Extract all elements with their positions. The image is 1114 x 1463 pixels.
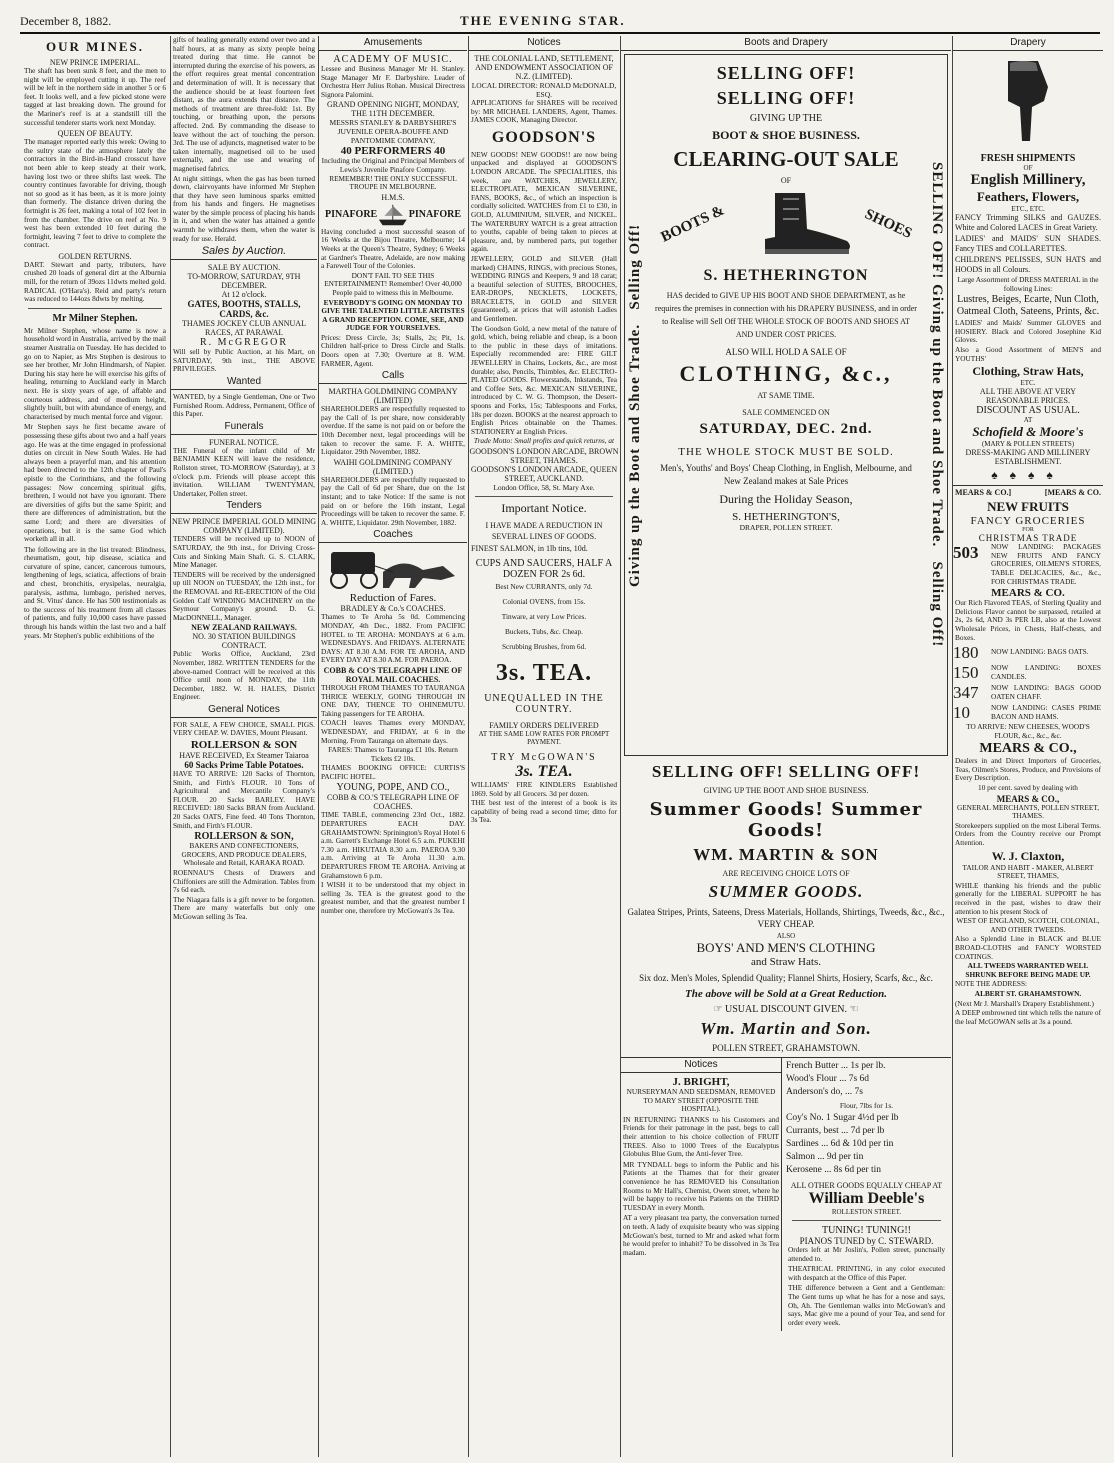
ladies-gloves: LADIES' and Maids' Summer GLOVES and HOSIERY. Black and Colored Josephine Kid Gloves. — [955, 318, 1101, 345]
tea-3s: 3s. TEA. — [515, 762, 573, 780]
rolleston-street: ROLLESTON STREET. — [831, 1208, 902, 1216]
funerals-heading: Funerals — [171, 420, 317, 435]
dealers-text: Dealers in and Direct Importers of Groceries, Teas, Oilmen's Stores, Produce, and Provisions of Every Description. — [955, 756, 1101, 783]
sub-prince-imperial: NEW PRINCE IMPERIAL. — [49, 58, 141, 67]
clearing-out-sale: CLEARING-OUT SALE — [673, 147, 899, 171]
mens-clothing: Men's, Youths' and Boys' Cheap Clothing, in English, Melbourne, and New Zealand makes at Sale Prices — [660, 463, 912, 486]
saved-text: 10 per cent. saved by dealing with — [978, 783, 1078, 793]
pinafore-left: PINAFORE — [325, 209, 378, 221]
lustres: Lustres, Beiges, Ecarte, Nun Cloth, Oatmeal Cloth, Sateens, Prints, &c. — [956, 294, 1100, 318]
dont-fail-text: DON'T FAIL TO SEE THIS ENTERTAINMENT! Remember! Over 40,000 People paid to witness this in Melbourne. — [324, 270, 462, 297]
new-fruits: NEW FRUITS — [987, 499, 1069, 515]
hat-icon: ♠ — [1028, 468, 1047, 483]
rollerson-received: HAVE RECEIVED, Ex Steamer Taiaroa — [179, 751, 309, 761]
albert-street: ALBERT ST. GRAHAMSTOWN. — [974, 988, 1082, 998]
waihi-title: WAIHI GOLDMINING COMPANY (LIMITED.) — [333, 457, 453, 476]
academy-title: ACADEMY OF MUSIC. — [333, 54, 453, 65]
wanted-heading: Wanted — [171, 375, 317, 390]
discount-usual: DISCOUNT AS USUAL. — [976, 405, 1080, 417]
divider — [475, 496, 613, 497]
dress-material: Large Assortment of DRESS MATERIAL in the following Lines: — [957, 275, 1099, 293]
book-test: THE best test of the interest of a book is its capability of being read a second time; ditto for 3s Tea. — [471, 798, 617, 825]
mears-header — [953, 485, 1103, 499]
auction-venue: THAMES JOCKEY CLUB ANNUAL RACES, AT PARAWAI. — [182, 319, 306, 338]
company-name: MESSRS STANLEY & DARBYSHIRE'S JUVENILE OPERA-BOUFFE AND PANTOMIME COMPANY, — [329, 118, 457, 146]
cobb-text: THROUGH FROM THAMES TO TAURANGA THRICE WEEKLY, GOING THROUGH IN ONE DAY, THENCE TO OHINEMUTU. Taking passengers for TE AROHA. — [321, 682, 465, 718]
rollerson-text: HAVE TO ARRIVE: 120 Sacks of Thornton, Smith, and Firth's FLOUR. 10 Tons of Agricultural and Mercantile Company's FLOUR. 20 Sacks BARLEY. HAVE RECEIVED: 180 Sacks BRAN from Auckland. 20 Sacks OATS, Fine feed. 40 Tons Thornton, Smith, and Firth's FLOUR. — [173, 769, 315, 830]
ship-icon — [377, 202, 409, 228]
season-text: Having concluded a most successful season of 16 Weeks at the Bijou Theatre, Melbourne; 14 Weeks at the Queen's Theatre, Sydney; 6 Weeks at Gardner's Theatre, Adelaide, are now making a Farewell Tour of the Colonies. — [321, 226, 465, 271]
bright-name: J. BRIGHT, — [672, 1076, 730, 1088]
lower-row — [621, 1057, 951, 1331]
hetherington-ad — [624, 54, 948, 756]
column-mines — [22, 36, 168, 1457]
railways-text: Public Works Office, Auckland, 23rd November, 1882. WRITTEN TENDERS for the above-named Contract will be received at this Office until noon of MONDAY, the 11th December, 1882. W. H. HALES, District Engineer. — [173, 649, 315, 702]
pointing-hand-icon — [978, 57, 1078, 147]
price-row: Wood's Flour ... 7s 6d — [786, 1074, 870, 1084]
performers-text: Including the Original and Principal Members of Lewis's Juvenile Pinafore Company. REMEMBER! THE ONLY SUCCESSFUL TROUPE IN MELBOURNE. — [321, 156, 465, 192]
theatrical-printing: THEATRICAL PRINTING, in any color executed with despatch at the Office of this Paper. — [788, 1264, 945, 1282]
feathers-flowers: Feathers, Flowers, — [976, 189, 1080, 204]
london-office: London Office, 58, St. Mary Axe. — [493, 482, 595, 492]
for-sale-text: FOR SALE, A FEW CHOICE, SMALL PIGS. VERY CHEAP. W. DAVIES, Mount Pleasant. — [173, 719, 315, 738]
teas-text: Our Rich Flavored TEAS, of Sterling Quality and Delicious Flavor cannot be surpassed, retailed at 2s, 2s 6d, AND 3s PER LB, also at the Lowest Wholesale Prices, in Chests, Half-chests, and Boxes. — [955, 598, 1101, 642]
deeble-name: William Deeble's — [808, 1190, 925, 1207]
boot-shoe-business: BOOT & SHOE BUSINESS. — [712, 128, 860, 142]
reduction-text: I HAVE MADE A REDUCTION IN SEVERAL LINES OF GOODS. — [485, 520, 603, 541]
qty-150: 150 — [953, 663, 979, 683]
tea-notice: I WISH it to be understood that my object in selling 3s. TEA is the greatest good to the greatest number, and that the greatest number I number one, therefore try McGowan's 3s Tea. — [321, 880, 465, 915]
article-text: Mr Milner Stephen, whose name is now a household word in Australia, arrived by the mail steamer Australia on Tuesday. He has decided to go on to Napier, as Mrs Stephen is desirous to see her brother, Mr John Hindmarsh, of Napier. During his stay here he will exercise his gifts of healing, returning to Auckland early in March next. He is sixty years of age, of affable and courteous address, and of medium height, slightly built, but with abundance of energy, and characterised by much mental force and vigour. — [24, 325, 166, 421]
hetherington-name: S. HETHERINGTON — [703, 267, 869, 284]
auction-date: TO-MORROW, SATURDAY, 9TH DECEMBER. — [187, 272, 301, 291]
martin-address: POLLEN STREET, GRAHAMSTOWN. — [712, 1043, 860, 1053]
price-row: Currants, best ... 7d per lb — [786, 1126, 885, 1136]
mens-youths: Also a Good Assortment of MEN'S and YOUTHS' — [955, 344, 1101, 363]
cobb-coaches-title: COBB & CO.'S TELEGRAPH LINE OF COACHES. — [327, 793, 459, 812]
auction-text: Will sell by Public Auction, at his Mart, on SATURDAY, 9th inst., THE ABOVE PRIVILEGES. — [173, 347, 315, 374]
receiving-lots: ARE RECEIVING CHOICE LOTS OF — [722, 869, 850, 878]
auction-items: GATES, BOOTHS, STALLS, CARDS, &c. — [187, 299, 301, 320]
young-pope: YOUNG, POPE, AND CO., — [336, 782, 450, 794]
claxton-name: W. J. Claxton, — [991, 848, 1065, 863]
try-mcgowans: TRY McGOWAN'S — [491, 751, 597, 763]
general-notices-heading: General Notices — [171, 703, 317, 718]
fancy-silks: FANCY Trimming SILKS and GAUZES. White and Colored LACES in Great Variety. — [955, 213, 1101, 232]
prices-text: Prices: Dress Circle, 3s; Stalls, 2s; Pit, 1s. Children half-price to Dress Circle and Stalls. Doors open at 7.30; Overture at 8. W.M. FARMER, Agent. — [321, 332, 465, 368]
column-notices — [468, 36, 619, 1457]
mears-name-2: MEARS & CO., — [979, 741, 1077, 757]
opening-night: GRAND OPENING NIGHT, MONDAY, THE 11TH DECEMBER. — [326, 100, 460, 119]
tyndall-text: MR TYNDALL begs to inform the Public and his Patients at the Thames that for their greater convenience he has REMOVED his Consultation Rooms to Mr Hall's, Chemist, Owen street, where he will be happy to receive his Patients on the THIRD TUESDAY in every Month. — [623, 1159, 779, 1212]
article-text: The manager reported early this week: Owing to the sultry state of the atmosphere lately the contractors in the Bird-in-Hand crosscut have not been able to keep steady at their work, having lost two or three shifts last week. The country continues favorable for driving, though not so good as it has been, as it is more jointy than formerly. The distance driven during the fortnight is 26 feet, making a total of 102 feet in from the chamber. The drive on reef at No. 9 west has been extended 10 feet during the fortnight, leaving 7 feet to drive to complete the contract. — [24, 137, 166, 250]
broadcloth-text: Also a Splendid Line in BLACK and BLUE BROAD-CLOTHS and FANCY WORSTED COATINGS. — [955, 934, 1101, 961]
landing-10 — [953, 703, 1103, 723]
issue-date: December 8, 1882. — [20, 14, 112, 28]
ovens-text: Colonial OVENS, from 15s. — [502, 596, 586, 606]
column-auctions — [170, 36, 317, 1457]
funeral-title: FUNERAL NOTICE. — [209, 437, 279, 447]
arcade-thames: GOODSON'S LONDON ARCADE, BROWN STREET, THAMES. — [469, 446, 619, 465]
landing-text: NOW LANDING: CASES PRIME BACON AND HAMS. — [991, 703, 1101, 721]
rollerson-potatoes: 60 Sacks Prime Table Potatoes. — [184, 760, 304, 771]
selling-off-2: SELLING OFF! — [716, 88, 856, 108]
mears-right: [MEARS & CO. — [1044, 488, 1101, 498]
tender-text: TENDERS will be received by the undersigned up till NOON on TUESDAY, the 12th inst., for the REMOVAL and RE-ERECTION of the Old Golden Calf WINDING MACHINERY on the Seymour Company's ground. D. G. MacDONNELL, Manager. — [173, 569, 315, 622]
boot-icon — [735, 189, 855, 259]
bradley-coaches: BRADLEY & Co.'s COACHES. — [340, 604, 446, 614]
sun-shades: LADIES' and MAIDS' SUN SHADES. Fancy TIES and COLLARETTES. — [955, 234, 1101, 253]
martin-signature: Wm. Martin and Son. — [700, 1019, 872, 1038]
goodsons-text: JEWELLERY, GOLD and SILVER (Hall marked) CHAINS, RINGS, with precious Stones, WEDDING RINGS and Keepers, 9 and 18 carat; a beautiful selection of SUITES, BROOCHES, EAR-DROPS, NECKLETS, LOCKETS, BRACELETS, in GOLD and SILVER (guaranteed), at prices that will astonish Ladies and Gentlemen. — [471, 253, 617, 324]
martin-selling-off: SELLING OFF! SELLING OFF! — [651, 762, 921, 781]
fresh-shipments: FRESH SHIPMENTS — [980, 153, 1076, 164]
hms-label: H.M.S. — [381, 192, 405, 202]
deeble-ad — [782, 1058, 951, 1331]
hat-icon: ♠ — [991, 468, 1010, 483]
at-label: AT — [1023, 416, 1033, 425]
goodsons-text: The Goodson Gold, a new metal of the nature of gold, which, being reliable and cheap, is a boon to the public in these days of imitations. Especially recommended are: FIRE GILT JEWELLERY in Chains, Lockets, &c., are most durable; also, Pencils, Thimbles, &c. ELECTRO-PLATED GOODS. Flowerstands, Inkstands, Tea and Coffee Sets, &c. MEXICAN SILVERINE, introduced by C. W. G. Thompson, the Desert-spoons and Forks, 15s; Tablespoons and Forks, 18s per dozen. BOOKS at the nearest approach to English Prices obtainable on the Thames. STATIONERY at English Prices. — [471, 323, 617, 436]
drapery-heading: Drapery — [953, 36, 1103, 51]
storekeepers-text: Storekeepers supplied on the most Liberal Terms. Orders from the Country receive our Prompt Attention. — [955, 820, 1101, 848]
pollen-street: DRAPER, POLLEN STREET. — [739, 523, 833, 532]
article-text: Mr Stephen says he first became aware of possessing these gifts about two and a half years ago. He was at the time engaged in professional duties on circuit in New South Wales. He had always been a prayerful man, and his attention had been directed to the 12th chapter of Paul's epistle to the Corinthians, and the following passages: Now concerning spiritual gifts, brethren, I would not have you ignorant. There are diversities of gifts but the same Spirit; and there are differences of administration, but the same Lord; and there are diversities of operations, but it is the same God which worketh all in all. — [24, 422, 166, 544]
english-millinery: English Millinery, — [970, 172, 1086, 188]
funeral-text: THE Funeral of the infant child of Mr BENJAMIN KEEN will leave the residence, Rollston street, TO-MORROW (Saturday), at 3 o'clock p.m. Friends will please accept this invitation. WILLIAM TWENTYMAN, Undertaker, Pollen street. — [173, 445, 315, 498]
divider — [28, 308, 162, 309]
important-notice: Important Notice. — [501, 500, 587, 515]
local-director: LOCAL DIRECTOR: RONALD McDONALD, ESQ. — [471, 81, 617, 99]
same-rates: AT THE SAME LOW RATES FOR PROMPT PAYMENT. — [478, 729, 610, 746]
article-text: DART. Stewart and party, tributers, have crushed 20 loads of general dirt at the Alburnia mill, for the return of 39ozs 11dwts melted gold. RADICAL (O'Hara's). Reid and party's return was reduced to 144ozs 8dwts by melting. — [24, 259, 166, 304]
tweeds-text: WEST OF ENGLAND, SCOTCH, COLONIAL, AND OTHER TWEEDS. — [956, 916, 1100, 934]
price-list — [786, 1060, 947, 1177]
boots-heading: Boots and Drapery — [621, 36, 951, 51]
performers-count: 40 PERFORMERS 40 — [340, 145, 446, 158]
vertical-right: SELLING OFF! Giving up the Boot and Shoe Trade. Selling Off! — [929, 162, 945, 648]
landing-text: NOW LANDING: BAGS OATS. — [991, 647, 1089, 657]
landing-347 — [953, 683, 1103, 703]
christmas-trade: CHRISTMAS TRADE — [978, 533, 1078, 544]
notices-heading: Notices — [469, 36, 619, 51]
sub-queen-beauty: QUEEN OF BEAUTY. — [57, 129, 133, 139]
hat-icon: ♠ — [1009, 468, 1028, 483]
rollerson-name-2: ROLLERSON & SON, — [194, 831, 294, 843]
rollerson-trade: BAKERS AND CONFECTIONERS, GROCERS, AND PRODUCE DEALERS, Wholesale and Retail, KARAKA ROAD. — [181, 841, 307, 868]
article-text: gifts of healing generally extend over two and a half hours, at as many as sixty people being treated during that time. He cannot be interrupted during the exercise of his powers, as the effort requires great mental concentration and determination of will. It is necessary that the audience should be at least fourteen feet distant, as the aura extends that distance. The methods of treatment are three-fold: 1st. By touching, or breathing upon, the persons affected. 2nd. By commanding the disease to leave without the act of touching the person. 3rd. The use of adjuncts, magnetised water to be taken internally, magnetised oil to be used externally, and the use and wearing of magnetised fabrics. — [173, 36, 315, 173]
pinafore-right: PINAFORE — [408, 209, 461, 221]
also-label: ALSO — [776, 932, 796, 940]
fares-text: FARES: Thames to Tauranga £1 10s. Return Tickets £2 10s. — [328, 745, 458, 763]
article-text: At night sittings, when the gas has been turned down, clairvoyants have informed Mr Stephen that they have seen luminous sparks emitted from his hands and fingers. He magnetises water by the simple process of placing his hands in it, and when the water has attained a gentle warmth he withdraws them, when the water is ready for use. Herald. — [173, 173, 315, 243]
boots-shoes-banner — [653, 185, 919, 263]
tea-headline: 3s. TEA. — [495, 659, 593, 686]
warranted-text: ALL TWEEDS WARRANTED WELL SHRUNK BEFORE BEING MADE UP. — [965, 961, 1091, 979]
mines-heading: OUR MINES. — [45, 39, 144, 54]
qty-503: 503 — [953, 543, 979, 563]
streets-label: (MARY & POLLEN STREETS) — [981, 440, 1075, 449]
hetherington-text: HAS decided to GIVE UP HIS BOOT AND SHOE DEPARTMENT, as he requires the premises in connection with his DRAPERY BUSINESS, and in order to Realise will Sell Off THE WHOLE STOCK OF BOOTS AND SHOES AT AND UNDER COST PRICES. — [655, 291, 917, 339]
claxton-text: WHILE thanking his friends and the public generally for the LIBERAL SUPPORT he has received in the past, wishes to draw their attention to his present Stock of — [955, 880, 1101, 916]
giving-up: GIVING UP THE — [749, 113, 823, 124]
of-label: OF — [780, 176, 792, 185]
colonial-land-title: THE COLONIAL LAND, SETTLEMENT, AND ENDOWMENT ASSOCIATION OF N.Z. (LIMITED). — [474, 54, 614, 81]
goodsons-title: GOODSON'S — [491, 128, 597, 146]
price-row: Flour, 7lbs for 1s. — [839, 1101, 894, 1110]
mears-name: MEARS & CO. — [991, 587, 1065, 600]
bright-notices — [621, 1058, 782, 1331]
etc-label-2: ETC. — [1020, 379, 1036, 388]
landing-text: NOW LANDING: BAGS GOOD OATEN CHAFF. — [991, 683, 1101, 701]
calls-heading: Calls — [319, 369, 467, 384]
article-text: The following are in the list treated: Blindness, rheumatism, gout, hip disease, sciatica and curvature of spine, cancer, cancerous tumours, lengthening of legs, sciatica, affections of brain and chest, bronchitis, erysipelas, neuralgia, paralysis, asthma, lumbago, perished nerves, and St. Vitus' dance. He has 500 testimonials as to the success of his treatment from all classes of patients, and fully 10,000 cases have passed through his hands within the last two and a half years. Mr Stephen's public exhibitions of the — [24, 544, 166, 640]
to-arrive: TO ARRIVE: NEW CHEESES, WOOD'S FLOUR, &c., &c., &c. — [966, 722, 1090, 740]
great-reduction: The above will be Sold at a Great Reduction. — [685, 988, 887, 1000]
pointing-hand-icon: ☜ — [849, 1004, 859, 1015]
martha-title: MARTHA GOLDMINING COMPANY (LIMITED) — [328, 387, 458, 406]
railways-title: NEW ZEALAND RAILWAYS. — [191, 623, 297, 633]
tuning-title: TUNING! TUNING!! — [822, 1225, 911, 1236]
paper-title: THE EVENING STAR. — [460, 13, 626, 28]
clothing-label: CLOTHING, &c., — [679, 361, 893, 386]
column-drapery — [952, 36, 1103, 1457]
buckets-text: Buckets, Tubs, &c. Cheap. — [504, 626, 584, 636]
cups-saucers: CUPS AND SAUCERS, HALF A DOZEN FOR 2s 6d. — [475, 557, 613, 580]
reasonable-prices: ALL THE ABOVE AT VERY REASONABLE PRICES. — [979, 387, 1077, 406]
same-time: AT SAME TIME. — [757, 391, 815, 400]
roennau-text: ROENNAU'S Chests of Drawers and Chiffoniers are still the Admiration. Tables from 7s 6d each. — [173, 868, 315, 895]
waihi-text: SHAREHOLDERS are respectfully requested to pay the Call of 6d per Share, due on the 1st instant; and to take Notice: If the same is not paid on or before the 16th instant, Legal Proceedings will be taken to recover the same. F. A. WHITE, Liquidator. 29th November, 1882. — [321, 474, 465, 527]
mears-name-3: MEARS & CO., — [996, 793, 1060, 804]
auction-time: At 12 o'clock. — [221, 290, 267, 300]
price-row: Sardines ... 6d & 10d per tin — [786, 1139, 894, 1149]
equally-cheap: ALL OTHER GOODS EQUALLY CHEAP AT — [790, 1181, 943, 1190]
landing-180 — [953, 643, 1103, 663]
of-label: OF — [1023, 164, 1033, 172]
column-boots-drapery — [620, 36, 951, 1457]
academy-staff: Lessee and Business Manager Mr H. Stanley. Stage Manager Mr F. Darbyshire. Leader of Orchestra Herr Julius Rohan. Musical Directress Signora Palomini. — [321, 64, 465, 99]
boots-label: BOOTS & — [658, 201, 727, 246]
vertical-left: Giving up the Boot and Shoe Trade. Selling Off! — [627, 223, 643, 587]
clothing-straw-hats: Clothing, Straw Hats, — [972, 364, 1084, 379]
landing-503 — [953, 543, 1103, 587]
embrowned-text: A DEEP embrowned tint which tells the nature of the leaf McGOWAN sells at 3s a pound. — [955, 1008, 1101, 1026]
holiday-season: During the Holiday Season, — [719, 492, 853, 506]
for-label: FOR — [1022, 527, 1034, 534]
whole-stock: THE WHOLE STOCK MUST BE SOLD. — [678, 446, 894, 458]
coaches-heading: Coaches — [319, 528, 467, 543]
auction-title: SALE BY AUCTION. — [207, 263, 281, 273]
note-address: NOTE THE ADDRESS: — [955, 979, 1028, 989]
price-row: Coy's No. 1 Sugar 4½d per lb — [786, 1113, 899, 1123]
landing-text: NOW LANDING: PACKAGES NEW FRUITS AND FANCY GROCERIES, OILMEN'S STORES, TABLE DELICACIES, &c., &c., FOR CHRISTMAS TRADE. — [991, 542, 1101, 586]
straw-hats: and Straw Hats. — [751, 956, 821, 968]
notices-subheading: Notices — [621, 1058, 781, 1073]
pinafore-banner — [319, 202, 467, 228]
booking-office: THAMES BOOKING OFFICE: CURTIS'S PACIFIC HOTEL. — [321, 763, 465, 781]
qty-10: 10 — [953, 703, 970, 723]
boys-mens-clothing: BOYS' AND MEN'S CLOTHING — [696, 940, 876, 955]
martha-text: SHAREHOLDERS are respectfully requested to pay the Call of 1s per share, now considerably overdue. If the same is not paid on or before the 10th December next, legal proceedings will be taken to recover the same. F. A. WHITE, Liquidator. 29th November, 1882. — [321, 404, 465, 457]
amusements-heading: Amusements — [319, 36, 467, 51]
coach-icon — [323, 546, 463, 592]
landing-text: NOW LANDING: BOXES CANDLES. — [991, 663, 1101, 681]
summer-goods: Summer Goods! Summer Goods! — [649, 799, 923, 841]
sales-heading: Sales by Auction. — [171, 244, 317, 260]
usual-discount: ☞ USUAL DISCOUNT GIVEN. ☜ — [713, 1004, 859, 1015]
mears-left: MEARS & CO.] — [955, 488, 1012, 498]
summer-goods-2: SUMMER GOODS. — [708, 882, 864, 901]
price-row: Kerosene ... 8s 6d per tin — [786, 1165, 881, 1175]
moles-text: Six doz. Men's Moles, Splendid Quality; Flannel Shirts, Hosiery, Scarfs, &c., &c. — [639, 973, 933, 983]
bradley-text: Thames to Te Aroha 5s 0d. Commencing MONDAY, 4th Dec., 1882. From PACIFIC HOTEL to TE AROHA: MONDAYS at 6 a.m. WEDNESDAYS. And FRIDAYS. ALTERNATE DAYS: AT 8.30 A.M. FOR TE AROHA, AND EVERY DAY AT 8.30 A.M. FOR PAEROA. — [321, 612, 465, 665]
childrens-pelisses: CHILDREN'S PELISSES, SUN HATS and HOODS in all Colours. — [955, 255, 1101, 274]
goodsons-text: NEW GOODS! NEW GOODS!! are now being unpacked and displayed at GOODSON'S LONDON ARCADE. The SPECIALITIES, this week, are WATCHES, JEWELLERY, ELECTROPLATE, MEXICAN SILVERINE, FANS, BOOKS, &c., of which an inspection is cordially solicited. WATCHES from £1 to £30, in GOLD, ALUMINIUM, SILVER, and NICKEL. The WATERBURY WATCH is a great attraction to youths, capable of being taken to pieces at pleasure, and, by numbered parts, put together again. — [471, 149, 617, 254]
etc-label: ETC., ETC. — [1011, 205, 1045, 213]
hetherington-body — [653, 59, 919, 532]
also-sale: ALSO WILL HOLD A SALE OF — [725, 347, 847, 357]
bright-text: IN RETURNING THANKS to his Customers and Friends for their patronage in the past, begs to call their attention to his choice collection of FRUIT TREES. Also to 1000 Trees of the Eucalyptus Globulus Blue Gum, the Anti-fever Tree. — [623, 1114, 779, 1159]
rollerson-name: ROLLERSON & SON — [190, 739, 298, 752]
timetable-text: TIME TABLE, commencing 23rd Oct., 1882. DEPARTURES EACH DAY. GRAHAMSTOWN: Sprinington's Royal Hotel 6 a.m. Garrett's Exchange Hotel 6.5 a.m. PUKEHI 7.30 a.m. HIKUTAIA 8.30 a.m. PAEROA 9.30 a.m. Arriving at Te Aroha 11.30 a.m. DEPARTURES FROM TE AROHA. Arriving at Grahamstown 6 p.m. — [321, 810, 465, 880]
tender-company: NEW PRINCE IMPERIAL GOLD MINING COMPANY (LIMITED). — [172, 517, 316, 536]
claxton-trade: TAILOR AND HABIT - MAKER, ALBERT STREET, THAMES, — [962, 862, 1094, 881]
hat-icons — [953, 468, 1103, 483]
applications-text: APPLICATIONS for SHARES will be received by: MR MICHAEL LANDERS, Agent, Thames. JAMES COOK, Managing Director. — [471, 98, 617, 125]
column-amusements — [318, 36, 467, 1457]
landing-150 — [953, 663, 1103, 683]
selling-off-1: SELLING OFF! — [716, 63, 856, 83]
wanted-text: WANTED, by a Single Gentleman, One or Two Furnished Room. Address, Permanent, Office of this Paper. — [173, 392, 315, 419]
reduction-fares: Reduction of Fares. — [349, 592, 437, 605]
tinware-text: Tinware, at very Low Prices. — [501, 611, 587, 621]
dressmaking: DRESS-MAKING AND MILLINERY ESTABLISHMENT. — [965, 448, 1091, 467]
family-orders: FAMILY ORDERS DELIVERED — [489, 720, 599, 730]
sub-milner-stephen: Mr Milner Stephen. — [52, 312, 138, 324]
article-text: The shaft has been sunk 8 feet, and the men to night will be employed cutting it up. The reef will be left in the northern side in another 5 or 6 feet. It looks well, and a few picked stone were tagged at last breaking down. The ground for the Mariner's reef is at a standstill till the successful tenderer starts work next Monday. — [24, 66, 166, 127]
shoes-label: SHOES — [862, 205, 915, 242]
bright-address: NURSERYMAN AND SEEDSMAN, REMOVED TO MARY STREET (OPPOSITE THE HOSPITAL). — [626, 1087, 776, 1114]
divider — [792, 1220, 941, 1221]
sale-date: SATURDAY, DEC. 2nd. — [699, 421, 873, 437]
masthead — [20, 12, 1100, 34]
galatea-text: Galatea Stripes, Prints, Sateens, Dress Materials, Hollands, Shirtings, Tweeds, &c., &c., VERY CHEAP. — [627, 907, 945, 929]
price-row: Anderson's do, ... 7s — [786, 1087, 863, 1097]
tuning-orders: Orders left at Mr Joslin's, Pollen street, punctually attended to. — [788, 1245, 945, 1263]
pianos-tuned: PIANOS TUNED by C. STEWARD. — [799, 1236, 934, 1246]
marshall-text: (Next Mr J. Marshall's Drapery Establishment.) — [955, 998, 1094, 1008]
tender-text: TENDERS will be received up to NOON of SATURDAY, the 9th inst., for Driving Cross-Cuts and Sinking Main Shaft. G. S. CLARK, Mine Manager. — [173, 534, 315, 570]
cobb-title: COBB & CO'S TELEGRAPH LINE OF ROYAL MAIL COACHES. — [323, 665, 463, 684]
martin-name: WM. MARTIN & SON — [693, 845, 879, 864]
tea-party-text: AT a very pleasant tea party, the conversation turned on teeth. A lady of exquisite beauty who was sipping McGowan's best, turned to Mr and asked what form he would prefer to inhabit? To be dissolved in 3s Tea madam. — [623, 1213, 779, 1257]
price-row: French Butter ... 1s per lb. — [786, 1061, 886, 1071]
qty-180: 180 — [953, 643, 979, 663]
sub-golden-returns: GOLDEN RETURNS. — [58, 251, 132, 261]
price-row: Salmon ... 9d per tin — [786, 1152, 864, 1162]
brushes-text: Scrubbing Brushes, from 6d. — [501, 641, 587, 651]
railways-contract: NO. 30 STATION BUILDINGS CONTRACT. — [192, 632, 296, 651]
merchants-text: GENERAL MERCHANTS, POLLEN STREET, THAMES. — [956, 802, 1100, 821]
niagara-text: The Niagara falls is a gift never to be forgotten. There are many waterfalls but only one McGowan selling 3s Tea. — [173, 894, 315, 921]
sale-commenced: SALE COMMENCED ON — [742, 408, 830, 417]
fancy-groceries: FANCY GROCERIES — [970, 515, 1086, 528]
salmon-text: FINEST SALMON, in 1lb tins, 10d. — [471, 543, 588, 553]
currants-text: Best New CURRANTS, only 7d. — [495, 581, 593, 591]
trade-motto: Trade Motto: Small profits and quick returns, at — [473, 436, 615, 446]
hat-icon: ♠ — [1046, 468, 1065, 483]
everybody-text: EVERYBODY'S GOING ON MONDAY TO GIVE THE TALENTED LITTLE ARTISTES A GRAND RECEPTION. COME, SEE, AND JUDGE FOR YOURSELVES. — [321, 297, 465, 333]
hetherington-shop: S. HETHERINGTON'S, — [732, 511, 840, 523]
unequalled-text: UNEQUALLED IN THE COUNTRY. — [484, 692, 604, 715]
fire-kindlers: WILLIAMS' FIRE KINDLERS Established 1869. Sold by all Grocers. 3d per dozen. — [471, 779, 617, 798]
gent-text: THE difference between a Gent and a Gentleman: The Gent turns up what he has for a nose and says, Oh, Ah. The Gentleman walks into McGowan's and says, Mac give me a pound of your Tea, and send for order every week. — [788, 1283, 945, 1327]
qty-347: 347 — [953, 683, 979, 703]
martin-giving-up: GIVING UP THE BOOT AND SHOE BUSINESS. — [703, 786, 869, 795]
arcade-auckland: GOODSON'S LONDON ARCADE, QUEEN STREET, AUCKLAND. — [470, 464, 618, 483]
pointing-hand-icon: ☞ — [713, 1004, 723, 1015]
schofield-moore: Schofield & Moore's — [972, 424, 1084, 440]
tenders-heading: Tenders — [171, 499, 317, 514]
auctioneer-name: R. McGREGOR — [199, 337, 289, 349]
cobb-schedule: COACH leaves Thames every MONDAY, WEDNESDAY, and FRIDAY, at 6 in the Morning. From Tauranga on alternate days. — [321, 718, 465, 745]
